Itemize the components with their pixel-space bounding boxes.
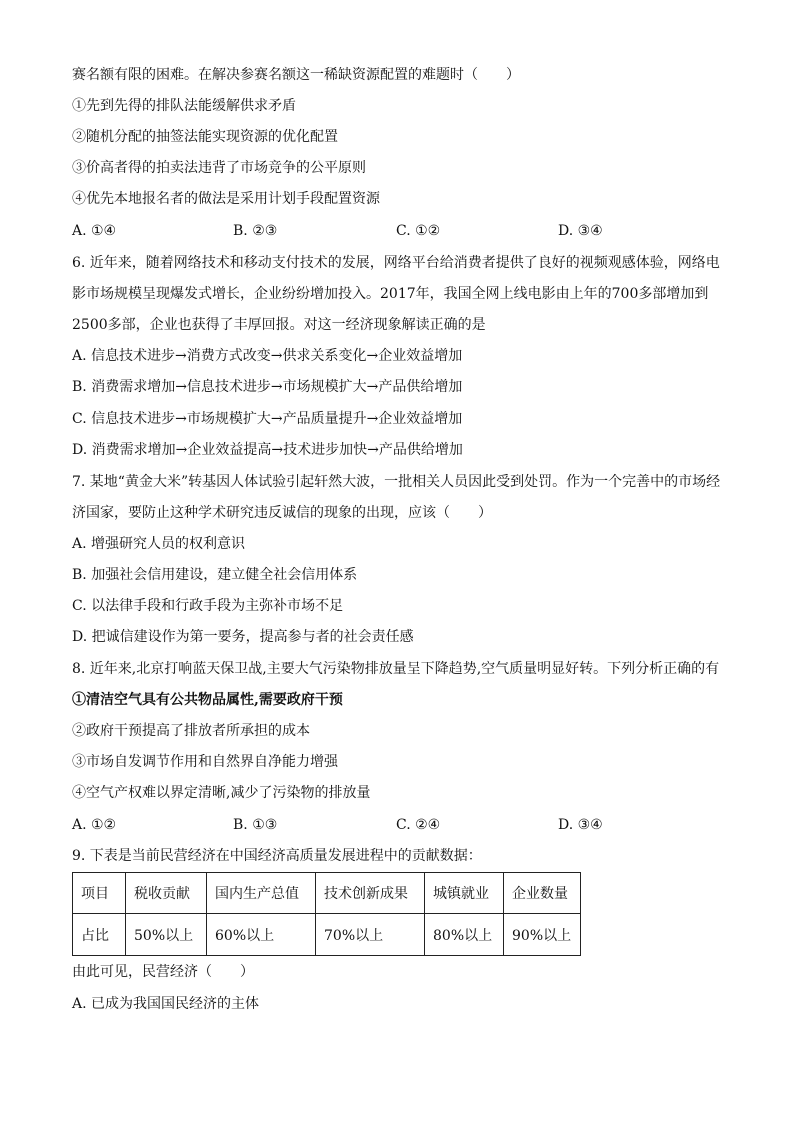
q8-statement-1: ①清洁空气具有公共物品属性,需要政府干预 — [72, 692, 343, 708]
q8-option-a: A. ①② — [72, 817, 117, 833]
q8-statement-4: ④空气产权难以界定清晰,减少了污染物的排放量 — [72, 785, 371, 801]
q5-statement-2: ②随机分配的抽签法能实现资源的优化配置 — [72, 129, 338, 145]
table-header-cell: 企业数量 — [504, 873, 581, 914]
table-header-cell: 城镇就业 — [425, 873, 504, 914]
q6-option-d: D. 消费需求增加→企业效益提高→技术进步加快→产品供给增加 — [72, 442, 463, 458]
q7-option-a: A. 增强研究人员的权利意识 — [72, 536, 246, 552]
q5-option-d: D. ③④ — [558, 223, 603, 239]
q8-stem: 8. 近年来,北京打响蓝天保卫战,主要大气污染物排放量呈下降趋势,空气质量明显好转。下列分析正确的有 — [72, 661, 720, 677]
table-header-cell: 国内生产总值 — [207, 873, 316, 914]
q7-option-b: B. 加强社会信用建设，建立健全社会信用体系 — [72, 567, 358, 583]
table-header-cell: 税收贡献 — [126, 873, 207, 914]
q8-option-c: C. ②④ — [396, 817, 441, 833]
table-cell: 70%以上 — [316, 914, 425, 956]
q5-options — [72, 222, 672, 240]
table-header-cell: 项目 — [73, 873, 126, 914]
q5-option-b: B. ②③ — [233, 223, 278, 239]
table-header-cell: 技术创新成果 — [316, 873, 425, 914]
q5-stem-tail: 赛名额有限的困难。在解决参赛名额这一稀缺资源配置的难题时（ ） — [72, 67, 520, 83]
q5-statement-1: ①先到先得的排队法能缓解供求矛盾 — [72, 98, 296, 114]
q8-option-b: B. ①③ — [233, 817, 278, 833]
table-cell: 60%以上 — [207, 914, 316, 956]
table-cell: 90%以上 — [504, 914, 581, 956]
table-cell: 占比 — [73, 914, 126, 956]
table-cell: 50%以上 — [126, 914, 207, 956]
q5-statement-3: ③价高者得的拍卖法违背了市场竞争的公平原则 — [72, 160, 366, 176]
q6-option-a: A. 信息技术进步→消费方式改变→供求关系变化→企业效益增加 — [72, 348, 463, 364]
table-row — [73, 914, 581, 956]
contribution-table — [72, 872, 581, 956]
q9-after-text: 由此可见，民营经济（ ） — [72, 964, 254, 980]
q5-option-c: C. ①② — [396, 223, 441, 239]
q8-option-d: D. ③④ — [558, 817, 603, 833]
q8-statement-2: ②政府干预提高了排放者所承担的成本 — [72, 723, 310, 739]
q7-option-c: C. 以法律手段和行政手段为主弥补市场不足 — [72, 598, 344, 614]
q6-option-b: B. 消费需求增加→信息技术进步→市场规模扩大→产品供给增加 — [72, 379, 463, 395]
q6-stem-line-1: 6. 近年来，随着网络技术和移动支付技术的发展，网络平台给消费者提供了良好的视频观感体验，网络电 — [72, 255, 720, 271]
q6-stem-line-3: 2500多部，企业也获得了丰厚回报。对这一经济现象解读正确的是 — [72, 317, 486, 333]
q9-stem: 9. 下表是当前民营经济在中国经济高质量发展进程中的贡献数据： — [72, 848, 482, 864]
q7-stem-line-2: 济国家，要防止这种学术研究违反诚信的现象的出现，应该（ ） — [72, 505, 492, 521]
table-header-row — [73, 873, 581, 914]
q8-options — [72, 816, 672, 834]
q9-option-a: A. 已成为我国国民经济的主体 — [72, 996, 260, 1012]
q5-option-a: A. ①④ — [72, 223, 117, 239]
q8-statement-3: ③市场自发调节作用和自然界自净能力增强 — [72, 754, 338, 770]
q7-stem-line-1: 7. 某地“黄金大米”转基因人体试验引起轩然大波，一批相关人员因此受到处罚。作为一个完善中的市场经 — [72, 474, 721, 490]
q6-option-c: C. 信息技术进步→市场规模扩大→产品质量提升→企业效益增加 — [72, 411, 463, 427]
q5-statement-4: ④优先本地报名者的做法是采用计划手段配置资源 — [72, 191, 380, 207]
q6-stem-line-2: 影市场规模呈现爆发式增长，企业纷纷增加投入。2017年，我国全网上线电影由上年的700多部增加到 — [72, 286, 709, 302]
table-cell: 80%以上 — [425, 914, 504, 956]
q7-option-d: D. 把诚信建设作为第一要务，提高参与者的社会责任感 — [72, 629, 414, 645]
